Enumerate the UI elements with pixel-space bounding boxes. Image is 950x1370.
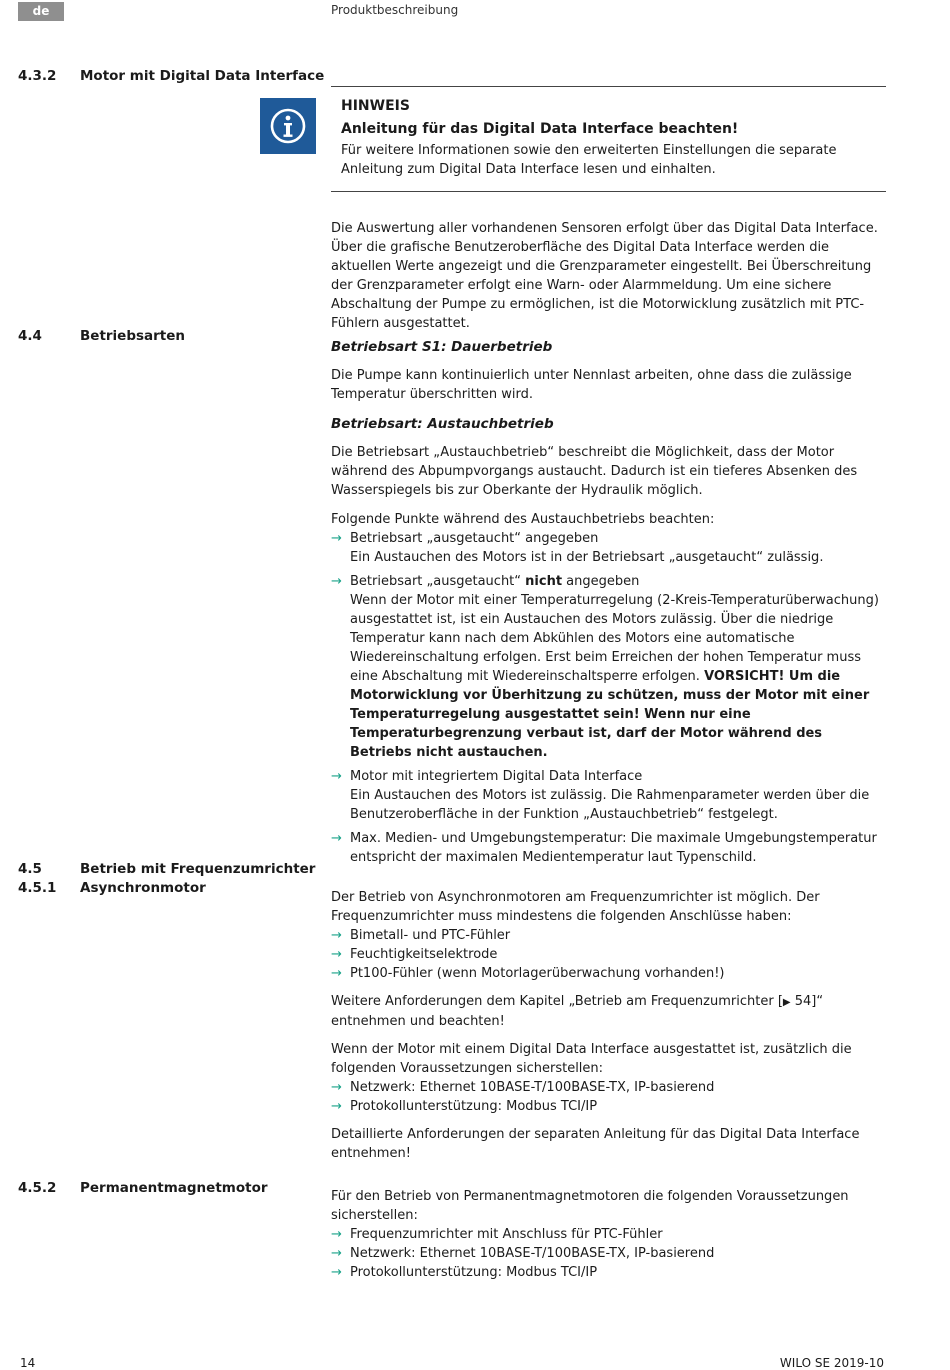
list-item: → Pt100-Fühler (wenn Motorlagerüberwachung vorhanden!) — [331, 964, 887, 983]
section-heading-4-5-1 — [18, 880, 206, 896]
betriebsarten-content — [331, 338, 887, 867]
list-item: → Feuchtigkeitselektrode — [331, 945, 887, 964]
austauch-heading: Betriebsart: Austauchbetrieb — [331, 416, 554, 432]
section-number: 4.5 — [18, 861, 42, 877]
section-title: Permanentmagnetmotor — [80, 1180, 268, 1196]
item-title: Motor mit integriertem Digital Data Interface — [350, 769, 643, 784]
further-text-end: ]“ entnehmen und beachten! — [331, 994, 824, 1029]
item-text: Wenn der Motor mit einer Temperaturregelung (2-Kreis-Temperaturüberwachung) ausgestattet ist, ist ein Austauchen des Motors zulässig. Über die niedrige Temperatur kann nach dem Abkühlen des Motors eine automatische Wiedereinschaltung erfolgen. Erst beim Erreichen der hohen Temperatur muss eine Abschaltung mit Wiedereinschaltsperre erfolgen. — [350, 593, 879, 684]
item-title: Betriebsart „ausgetaucht“ — [350, 574, 526, 589]
notice-heading: HINWEIS — [341, 98, 410, 114]
section-heading-4-5 — [18, 861, 315, 877]
list-item — [331, 829, 887, 867]
notice-divider-top — [331, 86, 886, 87]
ddi-requirements-list — [331, 1078, 887, 1116]
list-item — [331, 529, 887, 567]
asynchron-list — [331, 926, 887, 983]
info-icon — [260, 98, 316, 154]
section-heading-4-4 — [18, 328, 185, 344]
section-heading-4-3-2 — [18, 68, 324, 84]
s1-heading: Betriebsart S1: Dauerbetrieb — [331, 339, 553, 355]
permanent-list — [331, 1225, 887, 1282]
page-number: 14 — [20, 1356, 36, 1370]
caution-warning: VORSICHT! Um die Motorwicklung vor Überhitzung zu schützen, muss der Motor mit einer Temperaturregelung ausgestattet sein! Wenn nur eine Temperaturbegrenzung verbaut ist, darf der Motor während des Betriebs nicht austauchen. — [350, 669, 870, 760]
notice-subheading: Anleitung für das Digital Data Interface beachten! — [341, 121, 739, 137]
page-ref-link[interactable]: 54 — [794, 994, 812, 1009]
header-title: Produktbeschreibung — [331, 3, 459, 17]
item-title-emphasis: nicht — [525, 574, 563, 589]
section-title: Asynchronmotor — [80, 880, 206, 896]
section-title: Betrieb mit Frequenzumrichter — [80, 861, 316, 877]
permanent-intro: Für den Betrieb von Permanentmagnetmotoren die folgenden Voraussetzungen sicherstellen: — [331, 1189, 849, 1223]
item-text: Ein Austauchen des Motors ist zulässig. Die Rahmenparameter werden über die Benutzeroberfläche in der Funktion „Austauchbetrieb“ festgelegt. — [350, 788, 870, 822]
list-item: → Protokollunterstützung: Modbus TCI/IP — [331, 1097, 887, 1116]
item-title-suffix: angegeben — [562, 574, 640, 589]
detail-requirements: Detaillierte Anforderungen der separaten Anleitung für das Digital Data Interface entnehmen! — [331, 1127, 860, 1161]
item-text: Max. Medien- und Umgebungstemperatur: Die maximale Umgebungstemperatur entspricht der maximalen Medientemperatur laut Typenschild. — [350, 831, 877, 865]
ddi-intro: Wenn der Motor mit einem Digital Data Interface ausgestattet ist, zusätzlich die folgenden Voraussetzungen sicherstellen: — [331, 1042, 852, 1076]
further-text: Weitere Anforderungen dem Kapitel „Betrieb am Frequenzumrichter [ — [331, 994, 783, 1009]
section-number: 4.4 — [18, 328, 42, 344]
further-requirements — [331, 992, 887, 1031]
points-intro: Folgende Punkte während des Austauchbetriebs beachten: — [331, 512, 715, 527]
ddi-paragraph: Die Auswertung aller vorhandenen Sensoren erfolgt über das Digital Data Interface. Über die grafische Benutzeroberfläche des Digital Data Interface werden die aktuellen Werte angezeigt und die Grenzparameter eingestellt. Bei Überschreitung der Grenzparameter erfolgt eine Warn- oder Alarmmeldung. Um eine sichere Abschaltung der Pumpe zu ermöglichen, ist die Motorwicklung zusätzlich mit PTC-Fühlern ausgestattet. — [331, 221, 878, 331]
austauch-points-list — [331, 529, 887, 867]
section-number: 4.5.1 — [18, 880, 57, 896]
s1-text: Die Pumpe kann kontinuierlich unter Nennlast arbeiten, ohne dass die zulässige Temperatur überschritten wird. — [331, 368, 852, 402]
list-item: → Frequenzumrichter mit Anschluss für PTC-Fühler — [331, 1225, 887, 1244]
section-number: 4.5.2 — [18, 1180, 57, 1196]
section-title: Betriebsarten — [80, 328, 186, 344]
page-ref-arrow-icon: ▶ — [782, 997, 791, 1008]
list-item — [331, 767, 887, 824]
list-item: → Netzwerk: Ethernet 10BASE-T/100BASE-TX, IP-basierend — [331, 1244, 887, 1263]
item-title: Betriebsart „ausgetaucht“ angegeben — [350, 531, 599, 546]
notice — [341, 98, 871, 179]
notice-divider-bottom — [331, 191, 886, 192]
list-item: → Netzwerk: Ethernet 10BASE-T/100BASE-TX, IP-basierend — [331, 1078, 887, 1097]
asynchron-intro: Der Betrieb von Asynchronmotoren am Frequenzumrichter ist möglich. Der Frequenzumrichter muss mindestens die folgenden Anschlüsse haben: — [331, 890, 820, 924]
permanent-content — [331, 1187, 887, 1282]
ddi-description — [331, 219, 887, 333]
language-tab: de — [18, 2, 64, 21]
publisher-date: WILO SE 2019-10 — [779, 1356, 884, 1370]
section-number: 4.3.2 — [18, 68, 57, 84]
notice-body: Für weitere Informationen sowie den erweiterten Einstellungen die separate Anleitung zum Digital Data Interface lesen und einhalten. — [341, 143, 837, 177]
list-item: → Protokollunterstützung: Modbus TCI/IP — [331, 1263, 887, 1282]
list-item: → Bimetall- und PTC-Fühler — [331, 926, 887, 945]
section-title: Motor mit Digital Data Interface — [80, 68, 325, 84]
section-heading-4-5-2 — [18, 1180, 268, 1196]
item-text: Ein Austauchen des Motors ist in der Betriebsart „ausgetaucht“ zulässig. — [350, 550, 824, 565]
austauch-text: Die Betriebsart „Austauchbetrieb“ beschreibt die Möglichkeit, dass der Motor während des Abpumpvorgangs austaucht. Dadurch ist ein tieferes Absenken des Wasserspiegels bis zur Oberkante der Hydraulik möglich. — [331, 445, 858, 498]
list-item — [331, 572, 887, 762]
asynchron-content — [331, 888, 887, 1163]
